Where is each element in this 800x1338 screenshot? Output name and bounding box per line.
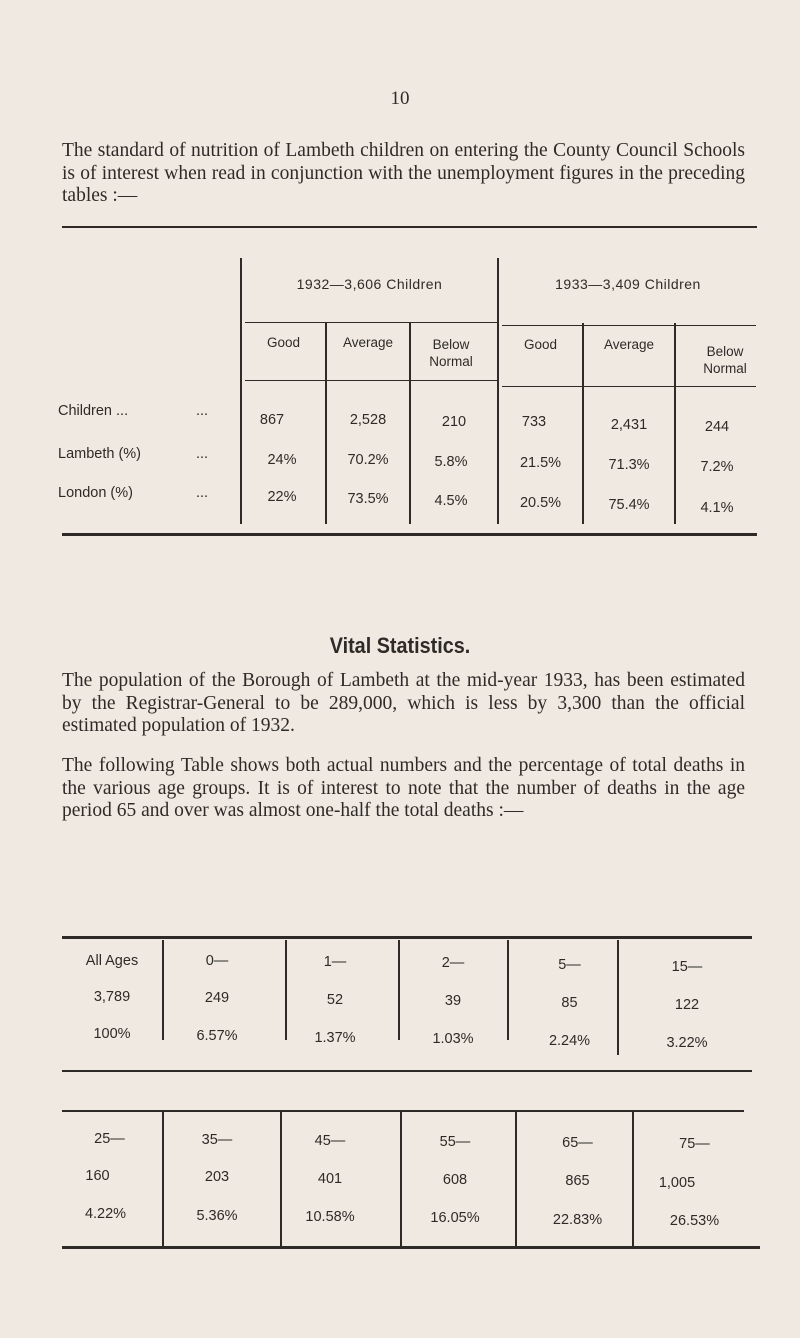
age-group-header: 45— (314, 1133, 346, 1149)
table-cell: 73.5% (347, 491, 389, 507)
intro-paragraph: The standard of nutrition of Lambeth children on entering the County Council Schools is of interest when read in conjunction with the unemployment figures in the preceding tables :— (62, 140, 745, 206)
death-count: 85 (561, 995, 578, 1011)
age-group-header: 15— (671, 959, 703, 975)
page-number: 10 (390, 88, 410, 109)
table-cell: 24% (267, 452, 297, 468)
row-label: Lambeth (%) (58, 446, 142, 462)
death-count: 52 (326, 992, 344, 1008)
table-cell: 4.5% (434, 493, 468, 509)
table-bottom-rule (62, 533, 757, 536)
row-label: London (%) (58, 485, 133, 501)
age-group-header: 5— (558, 957, 581, 973)
death-percentage: 3.22% (666, 1035, 708, 1051)
death-count: 160 (85, 1168, 110, 1184)
table-cell: 5.8% (434, 454, 468, 470)
column-header: Good (523, 337, 558, 352)
age-group-header: 1— (323, 954, 347, 970)
table-top-rule (62, 226, 757, 228)
death-count: 865 (565, 1173, 590, 1189)
row-leader-dots: ... (196, 403, 209, 419)
row-label: Children ... (58, 403, 129, 419)
death-percentage: 26.53% (669, 1213, 720, 1229)
table-cell: 22% (267, 489, 297, 505)
death-percentage: 2.24% (548, 1033, 591, 1049)
group-header-1932: 1932—3,606 Children (296, 276, 443, 292)
death-count: 401 (317, 1171, 343, 1187)
table-cell: 70.2% (347, 452, 389, 468)
column-header: Below Normal (703, 344, 747, 376)
death-count: 203 (204, 1169, 230, 1185)
death-percentage: 10.58% (305, 1209, 355, 1225)
column-header: Average (342, 335, 394, 350)
age-group-header: 25— (94, 1131, 125, 1147)
age-group-header: 65— (562, 1135, 593, 1151)
table-cell: 7.2% (700, 459, 734, 475)
death-count: 249 (204, 990, 230, 1006)
table-cell: 867 (259, 412, 285, 428)
table-cell: 244 (704, 419, 730, 435)
table-cell: 733 (521, 414, 547, 430)
age-group-header: 35— (201, 1132, 233, 1148)
column-header: Below Normal (429, 337, 473, 369)
death-count: 1,005 (658, 1175, 696, 1191)
table-cell: 75.4% (608, 497, 650, 513)
death-percentage: 22.83% (552, 1212, 603, 1228)
death-percentage: 1.37% (314, 1030, 356, 1046)
table-cell: 210 (441, 414, 467, 430)
table-cell: 2,431 (610, 417, 648, 433)
row-leader-dots: ... (196, 485, 209, 501)
table-cell: 2,528 (349, 412, 387, 428)
age-group-header: 2— (441, 955, 465, 971)
death-percentage: 1.03% (432, 1031, 474, 1047)
death-percentage: 16.05% (430, 1210, 480, 1226)
table-cell: 20.5% (519, 495, 562, 511)
population-paragraph: The population of the Borough of Lambeth at the mid-year 1933, has been estimated by the Registrar-General to be 289,000, which is less by 3,300 than the official estimated population of 1932. (62, 670, 745, 736)
death-count: 122 (674, 997, 700, 1013)
column-header: Good (266, 335, 301, 350)
age-group-header: All Ages (85, 953, 139, 969)
age-group-header: 75— (679, 1136, 710, 1152)
death-percentage: 4.22% (84, 1206, 127, 1222)
age-group-header: 0— (205, 953, 229, 969)
row-leader-dots: ... (196, 446, 209, 462)
death-percentage: 5.36% (196, 1208, 238, 1224)
column-header: Average (603, 337, 655, 352)
deaths-paragraph: The following Table shows both actual numbers and the percentage of total deaths in the various age groups. It is of interest to note that the number of deaths in the age period 65 and over was almost one-half the total deaths :— (62, 755, 745, 821)
death-count: 39 (444, 993, 462, 1009)
death-count: 608 (442, 1172, 468, 1188)
age-group-header: 55— (439, 1134, 471, 1150)
death-percentage: 6.57% (196, 1028, 238, 1044)
table-cell: 21.5% (519, 455, 562, 471)
death-percentage: 100% (93, 1026, 131, 1042)
group-header-1933: 1933—3,409 Children (555, 276, 701, 292)
table-cell: 4.1% (700, 500, 734, 516)
death-count: 3,789 (93, 989, 131, 1005)
table-cell: 71.3% (608, 457, 650, 473)
section-heading: Vital Statistics. (329, 633, 471, 658)
